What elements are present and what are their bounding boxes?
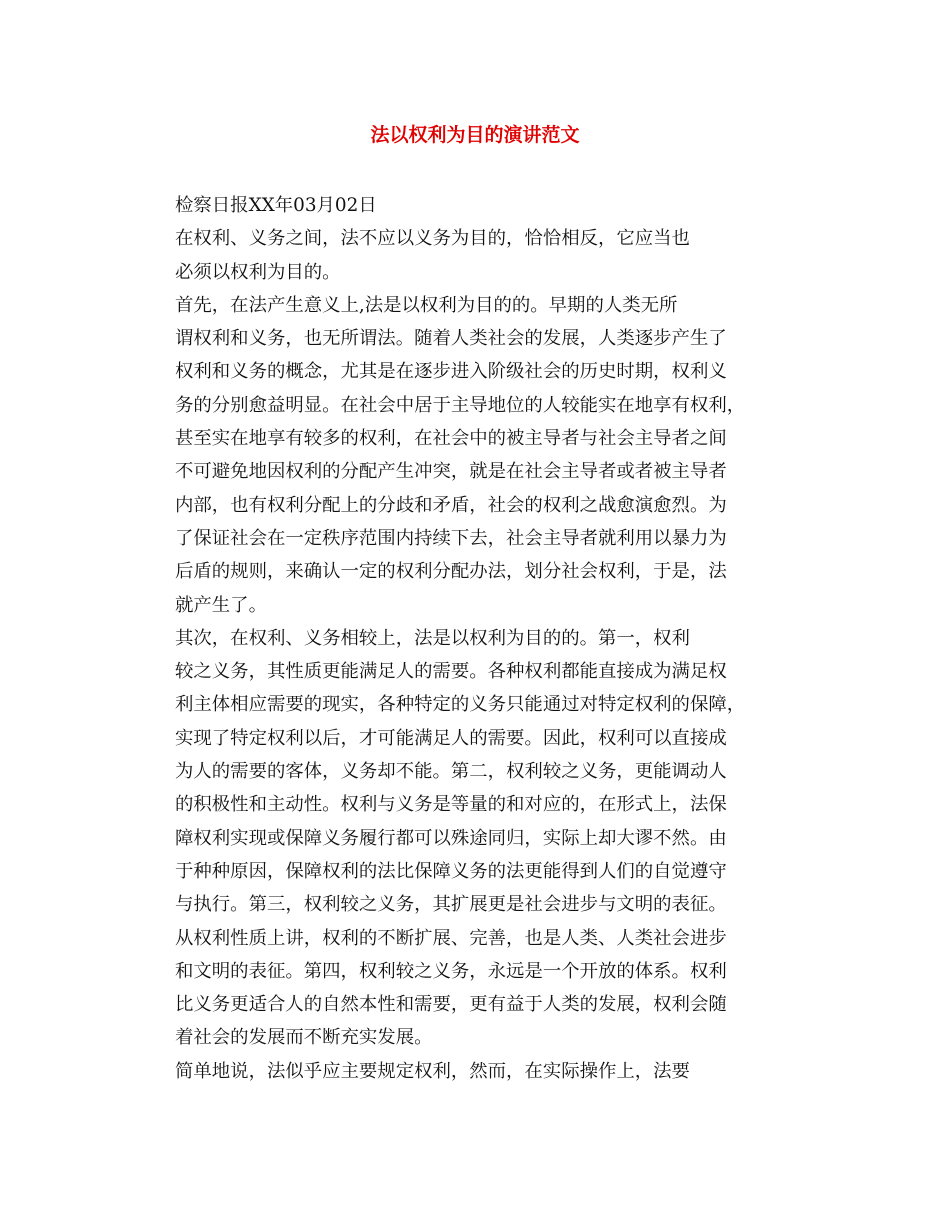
text-line: 内部，也有权利分配上的分歧和矛盾，社会的权利之战愈演愈烈。为 bbox=[175, 494, 727, 516]
text-line: 后盾的规则，来确认一定的权利分配办法，划分社会权利，于是，法 bbox=[175, 561, 727, 583]
text-line: 其次，在权利、义务相较上，法是以权利为目的的。第一，权利 bbox=[175, 627, 690, 649]
text-line: 利主体相应需要的现实，各种特定的义务只能通过对特定权利的保障， bbox=[175, 694, 746, 716]
text-line: 较之义务，其性质更能满足人的需要。各种权利都能直接成为满足权 bbox=[175, 661, 727, 683]
text-line: 和文明的表征。第四，权利较之义务，永远是一个开放的体系。权利 bbox=[175, 960, 727, 982]
text-line: 在权利、义务之间，法不应以义务为目的，恰恰相反，它应当也 bbox=[175, 228, 690, 250]
document-title: 法以权利为目的演讲范文 bbox=[370, 124, 580, 146]
text-line: 了保证社会在一定秩序范围内持续下去，社会主导者就利用以暴力为 bbox=[175, 527, 727, 549]
text-line: 务的分别愈益明显。在社会中居于主导地位的人较能实在地享有权利， bbox=[175, 394, 746, 416]
text-line: 为人的需要的客体，义务却不能。第二，权利较之义务，更能调动人 bbox=[175, 761, 727, 783]
text-line: 不可避免地因权利的分配产生冲突，就是在社会主导者或者被主导者 bbox=[175, 461, 727, 483]
text-line: 比义务更适合人的自然本性和需要，更有益于人类的发展，权利会随 bbox=[175, 994, 727, 1016]
text-line: 甚至实在地享有较多的权利，在社会中的被主导者与社会主导者之间 bbox=[175, 428, 727, 450]
text-line: 与执行。第三，权利较之义务，其扩展更是社会进步与文明的表征。 bbox=[175, 894, 727, 916]
document-body bbox=[175, 189, 750, 1088]
text-line: 实现了特定权利以后，才可能满足人的需要。因此，权利可以直接成 bbox=[175, 727, 727, 749]
text-line: 必须以权利为目的。 bbox=[175, 261, 341, 283]
text-line: 谓权利和义务，也无所谓法。随着人类社会的发展，人类逐步产生了 bbox=[175, 328, 727, 350]
text-line: 着社会的发展而不断充实发展。 bbox=[175, 1027, 433, 1049]
text-line: 简单地说，法似乎应主要规定权利，然而，在实际操作上，法要 bbox=[175, 1060, 690, 1082]
text-line: 障权利实现或保障义务履行都可以殊途同归，实际上却大谬不然。由 bbox=[175, 827, 727, 849]
text-line: 首先，在法产生意义上,法是以权利为目的的。早期的人类无所 bbox=[175, 294, 678, 316]
text-line: 检察日报XX年03月02日 bbox=[175, 195, 377, 216]
text-line: 权利和义务的概念，尤其是在逐步进入阶级社会的历史时期，权利义 bbox=[175, 361, 727, 383]
text-line: 就产生了。 bbox=[175, 594, 267, 616]
text-line: 于种种原因，保障权利的法比保障义务的法更能得到人们的自觉遵守 bbox=[175, 860, 727, 882]
text-line: 的积极性和主动性。权利与义务是等量的和对应的，在形式上，法保 bbox=[175, 794, 727, 816]
text-line: 从权利性质上讲，权利的不断扩展、完善，也是人类、人类社会进步 bbox=[175, 927, 727, 949]
